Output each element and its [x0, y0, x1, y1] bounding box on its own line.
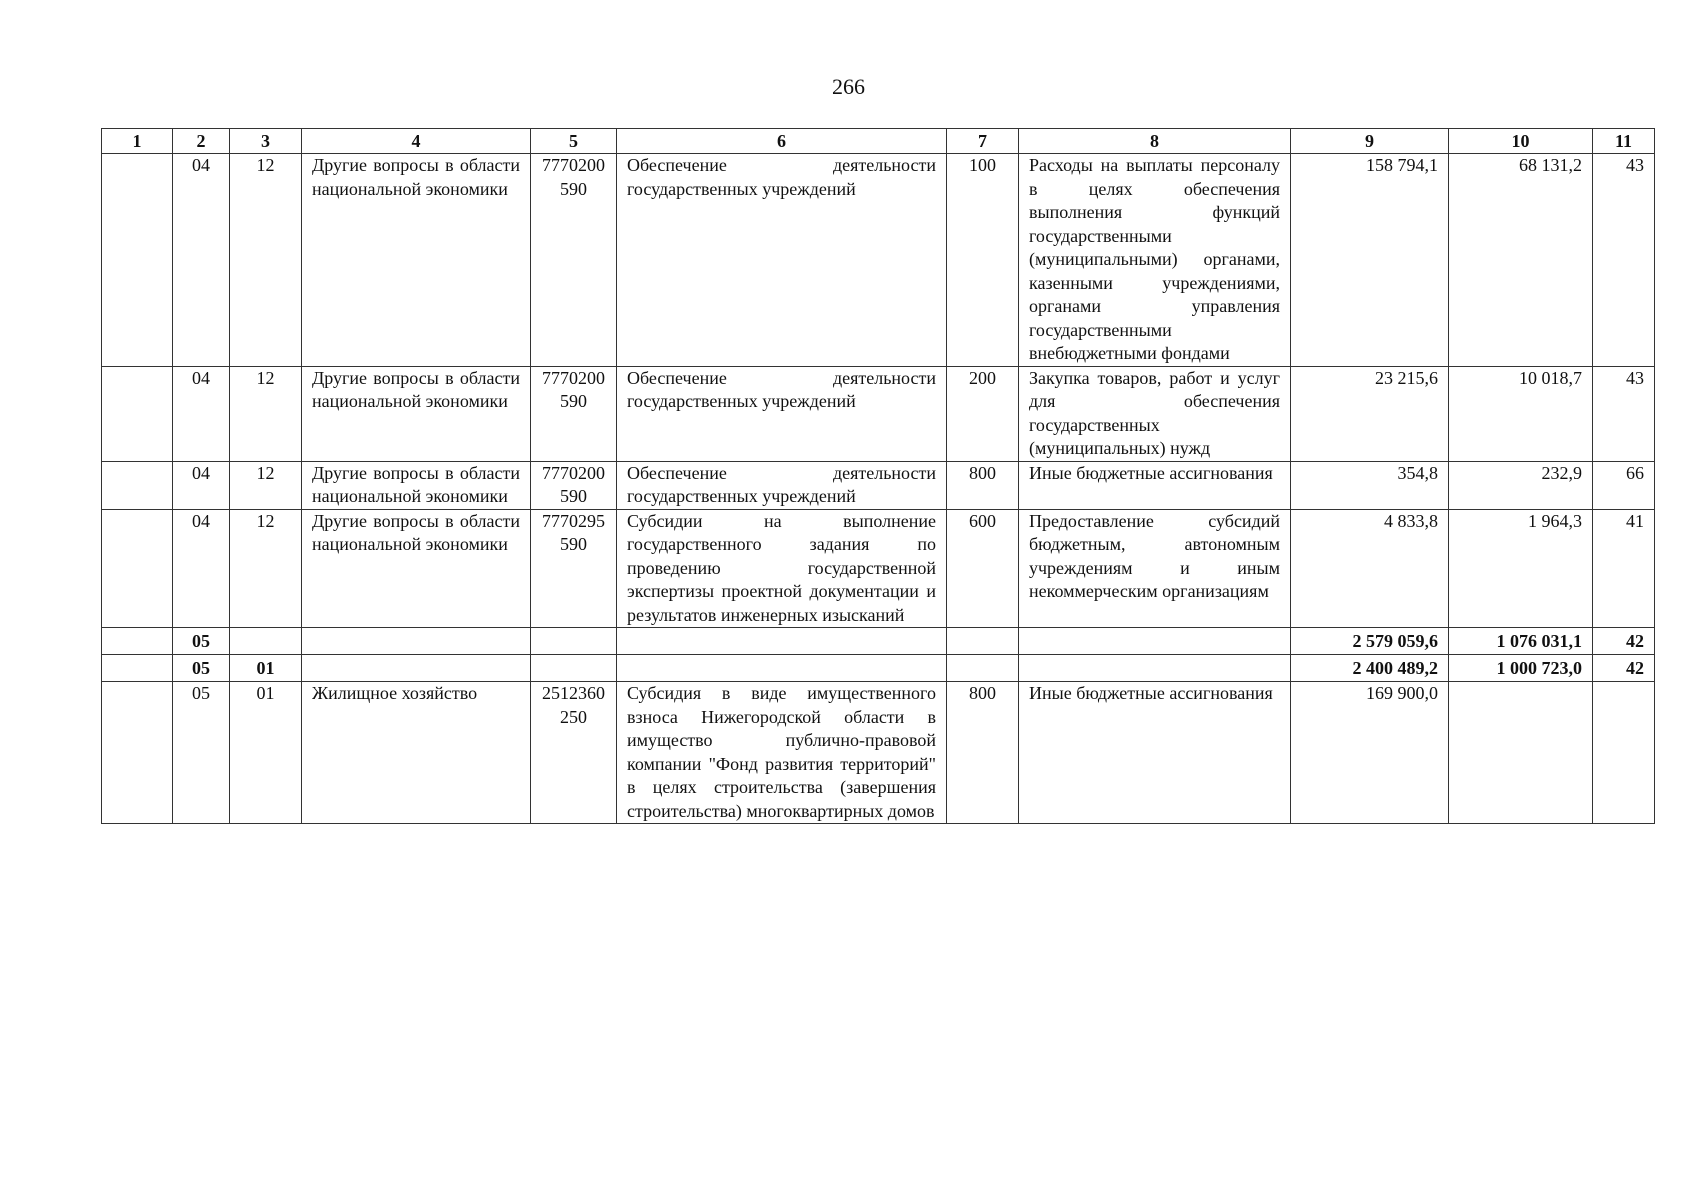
- cell-expense-type-name: Предоставление субсидий бюджетным, автономным учреждениям и иным некоммерческим организациям: [1019, 509, 1291, 628]
- cell-subsection-name: Другие вопросы в области национальной экономики: [302, 509, 531, 628]
- cell-amount-plan: 2 400 489,2: [1291, 655, 1449, 682]
- cell-expense-type-name: [1019, 628, 1291, 655]
- header-row: [102, 129, 1655, 154]
- cell-target-code: 7770200590: [531, 461, 617, 509]
- cell-amount-plan: 23 215,6: [1291, 366, 1449, 461]
- cell-target-code: 7770295590: [531, 509, 617, 628]
- table-row: [102, 366, 1655, 461]
- column-header-4: 4: [302, 129, 531, 154]
- cell-percent: 42: [1593, 628, 1655, 655]
- cell-col1: [102, 461, 173, 509]
- cell-amount-actual: 1 076 031,1: [1449, 628, 1593, 655]
- cell-target-name: Обеспечение деятельности государственных учреждений: [617, 366, 947, 461]
- cell-percent: 42: [1593, 655, 1655, 682]
- budget-table: [101, 128, 1655, 824]
- column-header-10: 10: [1449, 129, 1593, 154]
- cell-expense-type-name: Расходы на выплаты персоналу в целях обеспечения выполнения функций государственными (муниципальными) органами, казенными учреждениями, органами управления государственными внебюджетными фондами: [1019, 154, 1291, 367]
- cell-section: 04: [173, 154, 230, 367]
- cell-amount-actual: 68 131,2: [1449, 154, 1593, 367]
- cell-subsection: 12: [230, 461, 302, 509]
- cell-expense-type: 800: [947, 682, 1019, 824]
- cell-section: 04: [173, 461, 230, 509]
- cell-target-name: Субсидия в виде имущественного взноса Нижегородской области в имущество публично-правовой компании "Фонд развития территорий" в целях строительства (завершения строительства) многоквартирных домов: [617, 682, 947, 824]
- cell-section: 05: [173, 682, 230, 824]
- cell-col1: [102, 682, 173, 824]
- table-row: [102, 682, 1655, 824]
- cell-percent: [1593, 682, 1655, 824]
- cell-percent: 41: [1593, 509, 1655, 628]
- cell-expense-type-name: Иные бюджетные ассигнования: [1019, 682, 1291, 824]
- cell-target-name: Обеспечение деятельности государственных учреждений: [617, 461, 947, 509]
- column-header-6: 6: [617, 129, 947, 154]
- cell-section: 04: [173, 366, 230, 461]
- table-row: [102, 461, 1655, 509]
- cell-target-code: 2512360250: [531, 682, 617, 824]
- cell-col1: [102, 655, 173, 682]
- column-header-1: 1: [102, 129, 173, 154]
- cell-amount-actual: 1 964,3: [1449, 509, 1593, 628]
- cell-target-code: 7770200590: [531, 366, 617, 461]
- cell-subsection: 12: [230, 509, 302, 628]
- cell-subsection-name: [302, 628, 531, 655]
- table-row: [102, 154, 1655, 367]
- column-header-5: 5: [531, 129, 617, 154]
- column-header-8: 8: [1019, 129, 1291, 154]
- cell-expense-type: 200: [947, 366, 1019, 461]
- page-number: 266: [832, 74, 865, 99]
- cell-subsection: 12: [230, 366, 302, 461]
- cell-expense-type: 100: [947, 154, 1019, 367]
- cell-subsection-name: Другие вопросы в области национальной экономики: [302, 154, 531, 367]
- cell-subsection-name: Другие вопросы в области национальной экономики: [302, 461, 531, 509]
- cell-subsection: 01: [230, 682, 302, 824]
- cell-target-name: [617, 628, 947, 655]
- cell-col1: [102, 154, 173, 367]
- cell-target-name: [617, 655, 947, 682]
- cell-percent: 66: [1593, 461, 1655, 509]
- cell-target-code: [531, 628, 617, 655]
- cell-col1: [102, 628, 173, 655]
- column-header-3: 3: [230, 129, 302, 154]
- cell-target-name: Субсидии на выполнение государственного задания по проведению государственной экспертизы проектной документации и результатов инженерных изысканий: [617, 509, 947, 628]
- cell-subsection-name: [302, 655, 531, 682]
- cell-section: 04: [173, 509, 230, 628]
- column-header-7: 7: [947, 129, 1019, 154]
- section-total-row: [102, 628, 1655, 655]
- table-row: [102, 509, 1655, 628]
- cell-col1: [102, 509, 173, 628]
- cell-section: 05: [173, 655, 230, 682]
- cell-target-name: Обеспечение деятельности государственных учреждений: [617, 154, 947, 367]
- cell-amount-actual: [1449, 682, 1593, 824]
- cell-subsection: 12: [230, 154, 302, 367]
- cell-amount-actual: 10 018,7: [1449, 366, 1593, 461]
- cell-subsection: [230, 628, 302, 655]
- cell-percent: 43: [1593, 366, 1655, 461]
- cell-col1: [102, 366, 173, 461]
- cell-amount-actual: 1 000 723,0: [1449, 655, 1593, 682]
- cell-target-code: [531, 655, 617, 682]
- cell-amount-plan: 169 900,0: [1291, 682, 1449, 824]
- cell-expense-type: [947, 655, 1019, 682]
- cell-amount-plan: 2 579 059,6: [1291, 628, 1449, 655]
- cell-subsection-name: Другие вопросы в области национальной экономики: [302, 366, 531, 461]
- cell-subsection: 01: [230, 655, 302, 682]
- cell-amount-actual: 232,9: [1449, 461, 1593, 509]
- subsection-total-row: [102, 655, 1655, 682]
- cell-expense-type-name: [1019, 655, 1291, 682]
- cell-subsection-name: Жилищное хозяйство: [302, 682, 531, 824]
- cell-amount-plan: 4 833,8: [1291, 509, 1449, 628]
- cell-expense-type: [947, 628, 1019, 655]
- cell-expense-type-name: Закупка товаров, работ и услуг для обеспечения государственных (муниципальных) нужд: [1019, 366, 1291, 461]
- cell-target-code: 7770200590: [531, 154, 617, 367]
- column-header-2: 2: [173, 129, 230, 154]
- cell-percent: 43: [1593, 154, 1655, 367]
- cell-expense-type: 600: [947, 509, 1019, 628]
- cell-amount-plan: 354,8: [1291, 461, 1449, 509]
- cell-expense-type: 800: [947, 461, 1019, 509]
- column-header-9: 9: [1291, 129, 1449, 154]
- cell-amount-plan: 158 794,1: [1291, 154, 1449, 367]
- cell-expense-type-name: Иные бюджетные ассигнования: [1019, 461, 1291, 509]
- cell-section: 05: [173, 628, 230, 655]
- column-header-11: 11: [1593, 129, 1655, 154]
